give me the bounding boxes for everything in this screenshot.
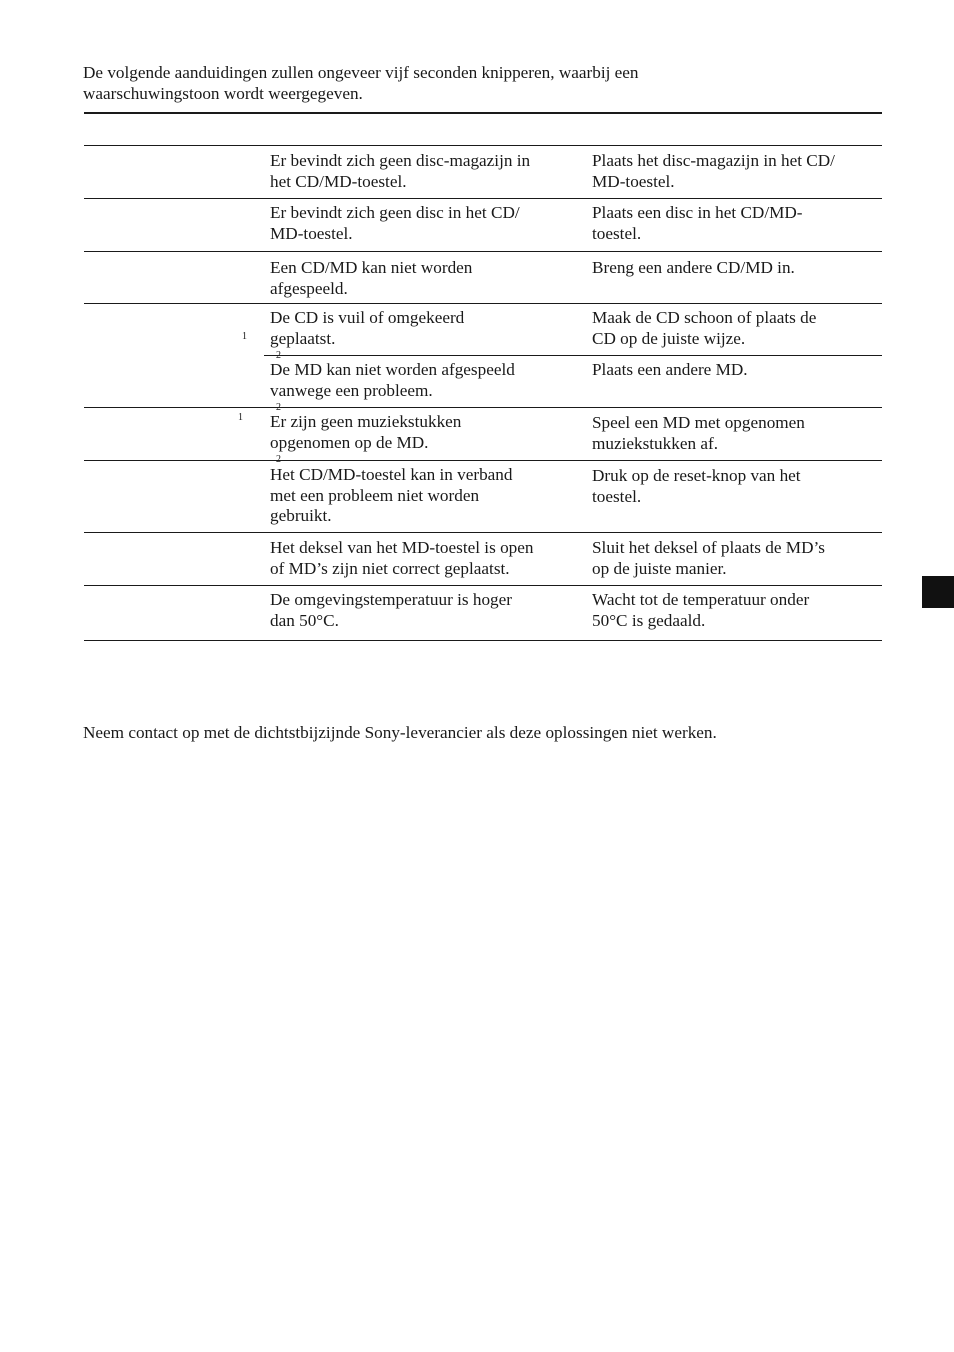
- footnote-marker: 1: [238, 412, 243, 423]
- footnote-marker: 1: [242, 331, 247, 342]
- remedy-cell: Plaats een andere MD.: [592, 360, 748, 379]
- intro-paragraph: [83, 63, 883, 104]
- footnote-marker: 2: [276, 454, 281, 465]
- cause-cell: Het CD/MD-toestel kan in verband met een probleem niet worden gebruikt.: [270, 465, 513, 525]
- intro-line: De volgende aanduidingen zullen ongeveer vijf seconden knipperen, waarbij een: [83, 63, 639, 82]
- cause-cell: De CD is vuil of omgekeerd geplaatst. $^2$: [270, 308, 465, 361]
- section-tab-marker: [922, 576, 954, 608]
- remedy-cell: Wacht tot de temperatuur onder 50°C is gedaald.: [592, 590, 810, 630]
- cause-cell: Een CD/MD kan niet worden afgespeeld.: [270, 258, 473, 298]
- remedy-cell: Plaats een disc in het CD/MD- toestel.: [592, 203, 803, 243]
- remedy-cell: Sluit het deksel of plaats de MD’s op de juiste manier.: [592, 538, 825, 578]
- footnote-marker: 2: [276, 402, 281, 413]
- cause-cell: Het deksel van het MD-toestel is open of MD’s zijn niet correct geplaatst.: [270, 538, 534, 578]
- cause-cell: De omgevingstemperatuur is hoger dan 50°C.: [270, 590, 512, 630]
- footnote-marker: 2: [276, 350, 281, 361]
- remedy-cell: Speel een MD met opgenomen muziekstukken af.: [592, 413, 805, 453]
- remedy-cell: Maak de CD schoon of plaats de CD op de juiste wijze.: [592, 308, 817, 348]
- remedy-cell: Breng een andere CD/MD in.: [592, 258, 795, 277]
- cause-cell: Er bevindt zich geen disc-magazijn in het CD/MD-toestel.: [270, 151, 531, 191]
- remedy-cell: Plaats het disc-magazijn in het CD/ MD-toestel.: [592, 151, 835, 191]
- remedy-cell: Druk op de reset-knop van het toestel.: [592, 466, 801, 506]
- footer-note: Neem contact op met de dichtstbijzijnde Sony-leverancier als deze oplossingen niet werken.: [83, 723, 717, 742]
- cause-cell: Er zijn geen muziekstukken opgenomen op de MD. $^2$: [270, 412, 462, 465]
- cause-cell: De MD kan niet worden afgespeeld vanwege een probleem. $^2$: [270, 360, 515, 413]
- table-top-rule: [84, 112, 882, 114]
- intro-line: waarschuwingstoon wordt weergegeven.: [83, 83, 363, 103]
- cause-cell: Er bevindt zich geen disc in het CD/ MD-toestel.: [270, 203, 520, 243]
